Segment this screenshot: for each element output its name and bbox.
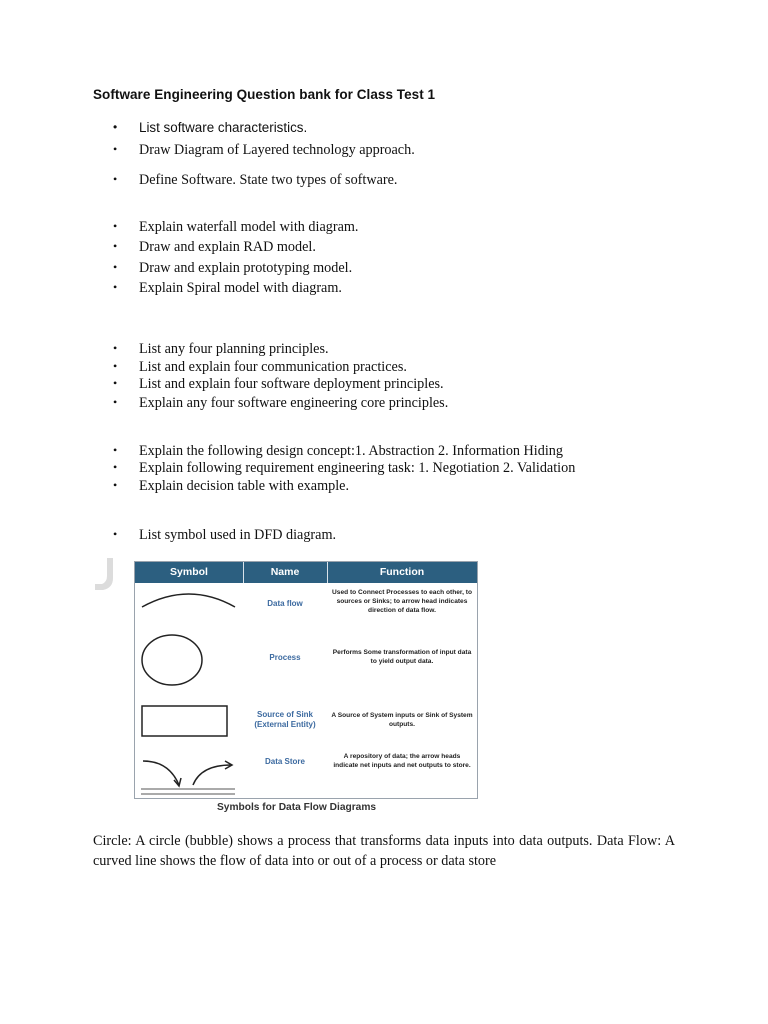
symbol-name: Data Store: [264, 757, 305, 766]
list-item: [113, 118, 307, 137]
question-text: List software characteristics.: [139, 120, 308, 135]
symbol-function: Used to Connect Processes to each other, to sources or Sinks; to arrow head indicates direction of data flow.: [332, 589, 472, 614]
list-item: [113, 458, 575, 477]
bullet-icon: •: [113, 239, 118, 253]
bullet-icon: •: [113, 460, 118, 474]
list-item: [113, 374, 444, 393]
list-item: [113, 393, 448, 412]
list-item: [113, 258, 352, 277]
list-item: [113, 237, 316, 256]
question-text: List and explain four communication practices.: [139, 359, 407, 375]
question-text: List and explain four software deployment principles.: [139, 376, 444, 392]
dfd-symbols-figure: [93, 558, 493, 820]
question-text: Draw Diagram of Layered technology approach.: [139, 142, 415, 158]
bullet-icon: •: [113, 120, 118, 134]
symbol-function: A repository of data; the arrow heads indicate net inputs and net outputs to store.: [333, 753, 471, 769]
list-item: [113, 278, 342, 297]
symbol-function: A Source of System inputs or Sink of System outputs.: [331, 712, 473, 728]
question-text: Explain decision table with example.: [139, 478, 349, 494]
question-text: Explain following requirement engineering task: 1. Negotiation 2. Validation: [139, 460, 576, 476]
bullet-icon: •: [113, 359, 118, 373]
bullet-icon: •: [113, 219, 118, 233]
circle-icon: [135, 631, 243, 695]
question-text: Define Software. State two types of software.: [139, 172, 398, 188]
bullet-icon: •: [113, 142, 118, 156]
data-store-icon: [135, 745, 243, 797]
bullet-icon: •: [113, 341, 118, 355]
rectangle-icon: [135, 695, 243, 745]
bullet-icon: •: [113, 527, 118, 541]
question-text: Draw and explain RAD model.: [139, 239, 316, 255]
dfd-symbols-table: [134, 561, 478, 799]
bullet-icon: •: [113, 376, 118, 390]
explanation-paragraph: Circle: A circle (bubble) shows a process that transforms data inputs into data outputs. Data Flow: A curved line shows the flow of data into or out of a process or data store: [93, 833, 675, 869]
question-text: Draw and explain prototyping model.: [139, 260, 353, 276]
watermark-fragment-icon: [93, 558, 113, 592]
bullet-icon: •: [113, 443, 118, 457]
bullet-icon: •: [113, 172, 118, 186]
curved-line-icon: [135, 583, 243, 631]
symbol-name: Process: [269, 653, 301, 662]
bullet-icon: •: [113, 478, 118, 492]
table-row: [135, 631, 477, 695]
question-text: Explain Spiral model with diagram.: [139, 280, 342, 296]
symbol-function: Performs Some transformation of input data to yield output data.: [332, 649, 472, 665]
list-item: [113, 525, 336, 544]
column-header-symbol: Symbol: [135, 562, 244, 583]
list-item: [113, 339, 329, 358]
column-header-function: Function: [379, 566, 425, 578]
symbol-name: Data flow: [267, 599, 303, 608]
table-row: [135, 583, 477, 631]
question-text: Explain waterfall model with diagram.: [139, 219, 359, 235]
table-row: [135, 695, 477, 745]
figure-caption: Symbols for Data Flow Diagrams: [217, 802, 377, 813]
list-item: [113, 476, 349, 495]
table-row: [135, 745, 477, 797]
table-header: [135, 562, 477, 583]
page-title: Software Engineering Question bank for Class Test 1: [93, 87, 436, 102]
list-item: [113, 217, 358, 236]
symbol-name: Source of Sink (External Entity): [254, 710, 316, 729]
question-text: Explain any four software engineering core principles.: [139, 395, 449, 411]
bullet-icon: •: [113, 280, 118, 294]
bullet-icon: •: [113, 260, 118, 274]
list-item: [113, 170, 397, 189]
bullet-icon: •: [113, 395, 118, 409]
question-text: Explain the following design concept:1. Abstraction 2. Information Hiding: [139, 443, 563, 459]
question-text: List symbol used in DFD diagram.: [139, 527, 337, 543]
question-text: List any four planning principles.: [139, 341, 329, 357]
list-item: [113, 140, 415, 159]
column-header-name: Name: [243, 562, 328, 583]
